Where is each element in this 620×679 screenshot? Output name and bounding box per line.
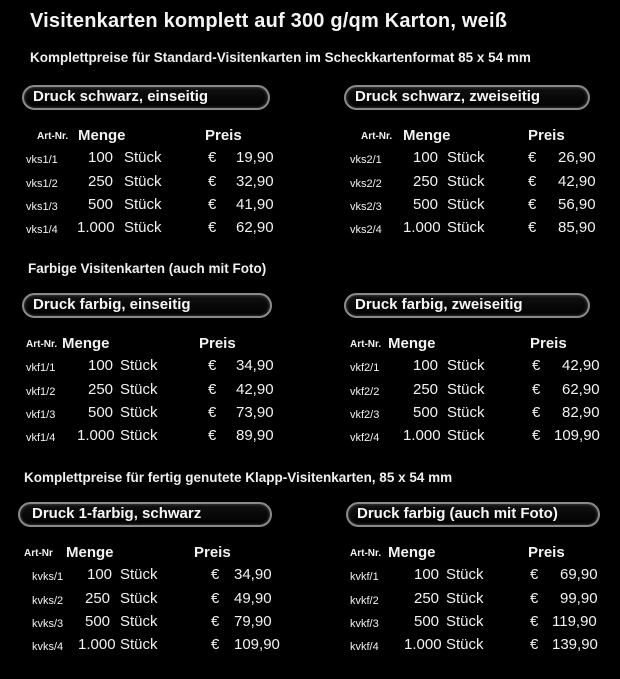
- header-menge: Menge: [62, 335, 110, 352]
- currency-symbol: €: [211, 613, 220, 630]
- table-row: [346, 613, 620, 636]
- header-menge: Menge: [388, 335, 436, 352]
- currency-symbol: €: [532, 381, 541, 398]
- price: 34,90: [236, 357, 274, 374]
- block-heading: Druck schwarz, zweiseitig: [355, 88, 541, 105]
- table-row: [344, 381, 620, 404]
- quantity: 250: [88, 173, 114, 190]
- unit: Stück: [120, 404, 158, 421]
- art-nr: kvkf/3: [350, 618, 379, 630]
- unit: Stück: [120, 357, 158, 374]
- table-row: [344, 173, 620, 196]
- unit: Stück: [124, 196, 162, 213]
- table-row: [344, 196, 620, 219]
- price: 34,90: [234, 566, 272, 583]
- unit: Stück: [120, 636, 158, 653]
- unit: Stück: [124, 173, 162, 190]
- currency-symbol: €: [208, 381, 217, 398]
- unit: Stück: [124, 149, 162, 166]
- art-nr: kvkf/4: [350, 641, 379, 653]
- price: 109,90: [234, 636, 280, 653]
- header-art-nr: Art-Nr.: [361, 131, 393, 142]
- currency-symbol: €: [528, 219, 537, 236]
- table-row: [18, 613, 308, 636]
- table-row: [22, 427, 312, 450]
- header-art-nr: Art-Nr.: [350, 339, 382, 350]
- block-heading: Druck schwarz, einseitig: [33, 88, 209, 105]
- art-nr: vkf2/3: [350, 409, 380, 421]
- price: 109,90: [554, 427, 600, 444]
- quantity: 100: [413, 357, 439, 374]
- currency-symbol: €: [208, 219, 217, 236]
- table-row: [344, 427, 620, 450]
- quantity: 250: [85, 590, 111, 607]
- quantity: 500: [414, 613, 440, 630]
- table-row: [346, 566, 620, 589]
- block-heading-pill: [344, 85, 590, 110]
- price: 42,90: [558, 173, 596, 190]
- price: 32,90: [236, 173, 274, 190]
- section-subtitle-standard: Komplettpreise für Standard-Visitenkarten im Scheckkartenformat 85 x 54 mm: [30, 50, 531, 65]
- table-row: [346, 590, 620, 613]
- price: 119,90: [552, 613, 597, 630]
- unit: Stück: [446, 590, 484, 607]
- currency-symbol: €: [211, 636, 220, 653]
- art-nr: vks1/1: [26, 154, 58, 166]
- table-row: [18, 636, 308, 659]
- table-row: [344, 357, 620, 380]
- art-nr: kvks/1: [32, 571, 64, 583]
- table-row: [22, 149, 312, 172]
- table-row: [22, 196, 312, 219]
- price: 42,90: [236, 381, 274, 398]
- quantity: 500: [413, 196, 439, 213]
- art-nr: vkf1/2: [26, 386, 56, 398]
- block-heading-pill: [346, 502, 600, 527]
- unit: Stück: [447, 357, 485, 374]
- unit: Stück: [447, 427, 485, 444]
- quantity: 250: [414, 590, 440, 607]
- page-title: Visitenkarten komplett auf 300 g/qm Karton, weiß: [30, 10, 508, 32]
- quantity: 1.000: [403, 427, 441, 444]
- currency-symbol: €: [528, 196, 537, 213]
- currency-symbol: €: [211, 566, 220, 583]
- currency-symbol: €: [208, 149, 217, 166]
- quantity: 500: [88, 404, 114, 421]
- header-menge: Menge: [388, 544, 436, 561]
- unit: Stück: [120, 566, 158, 583]
- unit: Stück: [447, 404, 485, 421]
- art-nr: vkf1/1: [26, 362, 56, 374]
- currency-symbol: €: [211, 590, 220, 607]
- unit: Stück: [447, 219, 485, 236]
- table-row: [346, 636, 620, 659]
- unit: Stück: [446, 613, 484, 630]
- art-nr: vks1/4: [26, 224, 58, 236]
- table-row: [344, 149, 620, 172]
- unit: Stück: [447, 173, 485, 190]
- currency-symbol: €: [532, 357, 541, 374]
- quantity: 100: [88, 357, 114, 374]
- table-row: [22, 173, 312, 196]
- quantity: 1.000: [403, 219, 441, 236]
- quantity: 250: [413, 381, 439, 398]
- price: 82,90: [562, 404, 600, 421]
- price: 99,90: [560, 590, 598, 607]
- table-row: [344, 219, 620, 242]
- quantity: 250: [413, 173, 439, 190]
- art-nr: vkf2/1: [350, 362, 380, 374]
- table-row: [18, 590, 308, 613]
- quantity: 1.000: [77, 219, 115, 236]
- price: 49,90: [234, 590, 272, 607]
- block-heading-pill: [22, 85, 270, 110]
- price: 139,90: [552, 636, 598, 653]
- table-row: [22, 404, 312, 427]
- header-menge: Menge: [66, 544, 114, 561]
- block-heading-pill: [344, 293, 590, 318]
- block-heading-pill: [18, 502, 272, 527]
- price: 62,90: [562, 381, 600, 398]
- header-art-nr: Art-Nr.: [37, 131, 69, 142]
- quantity: 1.000: [78, 636, 116, 653]
- header-preis: Preis: [528, 127, 565, 144]
- unit: Stück: [446, 566, 484, 583]
- price: 56,90: [558, 196, 596, 213]
- price: 85,90: [558, 219, 596, 236]
- currency-symbol: €: [208, 404, 217, 421]
- quantity: 1.000: [77, 427, 115, 444]
- block-heading: Druck 1-farbig, schwarz: [32, 505, 202, 522]
- header-art-nr: Art-Nr: [24, 548, 53, 559]
- unit: Stück: [120, 427, 158, 444]
- quantity: 1.000: [404, 636, 442, 653]
- header-menge: Menge: [403, 127, 451, 144]
- header-art-nr: Art-Nr.: [26, 339, 58, 350]
- art-nr: vks2/1: [350, 154, 382, 166]
- currency-symbol: €: [530, 566, 539, 583]
- unit: Stück: [124, 219, 162, 236]
- unit: Stück: [447, 381, 485, 398]
- price: 79,90: [234, 613, 272, 630]
- price: 26,90: [558, 149, 596, 166]
- price: 89,90: [236, 427, 274, 444]
- art-nr: vks2/3: [350, 201, 382, 213]
- quantity: 100: [88, 149, 114, 166]
- art-nr: vkf2/2: [350, 386, 380, 398]
- table-row: [22, 381, 312, 404]
- block-heading: Druck farbig (auch mit Foto): [357, 505, 558, 522]
- table-row: [344, 404, 620, 427]
- table-row: [18, 566, 308, 589]
- quantity: 100: [413, 149, 439, 166]
- unit: Stück: [120, 590, 158, 607]
- art-nr: vks2/2: [350, 178, 382, 190]
- quantity: 100: [414, 566, 440, 583]
- quantity: 500: [413, 404, 439, 421]
- price: 62,90: [236, 219, 274, 236]
- currency-symbol: €: [528, 149, 537, 166]
- unit: Stück: [120, 381, 158, 398]
- currency-symbol: €: [208, 196, 217, 213]
- quantity: 100: [87, 566, 113, 583]
- art-nr: kvkf/2: [350, 595, 379, 607]
- table-row: [22, 357, 312, 380]
- header-menge: Menge: [78, 127, 126, 144]
- currency-symbol: €: [208, 173, 217, 190]
- art-nr: vkf1/4: [26, 432, 56, 444]
- price: 73,90: [236, 404, 274, 421]
- header-preis: Preis: [199, 335, 236, 352]
- unit: Stück: [447, 196, 485, 213]
- block-heading: Druck farbig, zweiseitig: [355, 296, 523, 313]
- header-preis: Preis: [194, 544, 231, 561]
- art-nr: vkf2/4: [350, 432, 380, 444]
- unit: Stück: [447, 149, 485, 166]
- art-nr: kvks/2: [32, 595, 64, 607]
- quantity: 500: [85, 613, 111, 630]
- currency-symbol: €: [530, 636, 539, 653]
- art-nr: kvks/4: [32, 641, 64, 653]
- unit: Stück: [446, 636, 484, 653]
- art-nr: vks1/2: [26, 178, 58, 190]
- currency-symbol: €: [528, 173, 537, 190]
- block-heading-pill: [22, 293, 272, 318]
- block-heading: Druck farbig, einseitig: [33, 296, 191, 313]
- currency-symbol: €: [532, 404, 541, 421]
- quantity: 250: [88, 381, 114, 398]
- currency-symbol: €: [532, 427, 541, 444]
- unit: Stück: [120, 613, 158, 630]
- section-subtitle-folded: Komplettpreise für fertig genutete Klapp-Visitenkarten, 85 x 54 mm: [24, 470, 453, 485]
- currency-symbol: €: [530, 613, 539, 630]
- section-subtitle-color: Farbige Visitenkarten (auch mit Foto): [28, 261, 267, 276]
- currency-symbol: €: [208, 357, 217, 374]
- quantity: 500: [88, 196, 114, 213]
- currency-symbol: €: [208, 427, 217, 444]
- price: 69,90: [560, 566, 598, 583]
- header-art-nr: Art-Nr.: [350, 548, 382, 559]
- header-preis: Preis: [530, 335, 567, 352]
- header-preis: Preis: [205, 127, 242, 144]
- art-nr: vkf1/3: [26, 409, 56, 421]
- price: 42,90: [562, 357, 600, 374]
- art-nr: vks2/4: [350, 224, 382, 236]
- art-nr: vks1/3: [26, 201, 58, 213]
- price: 19,90: [236, 149, 274, 166]
- art-nr: kvks/3: [32, 618, 64, 630]
- table-row: [22, 219, 312, 242]
- header-preis: Preis: [528, 544, 565, 561]
- art-nr: kvkf/1: [350, 571, 379, 583]
- currency-symbol: €: [530, 590, 539, 607]
- price: 41,90: [236, 196, 274, 213]
